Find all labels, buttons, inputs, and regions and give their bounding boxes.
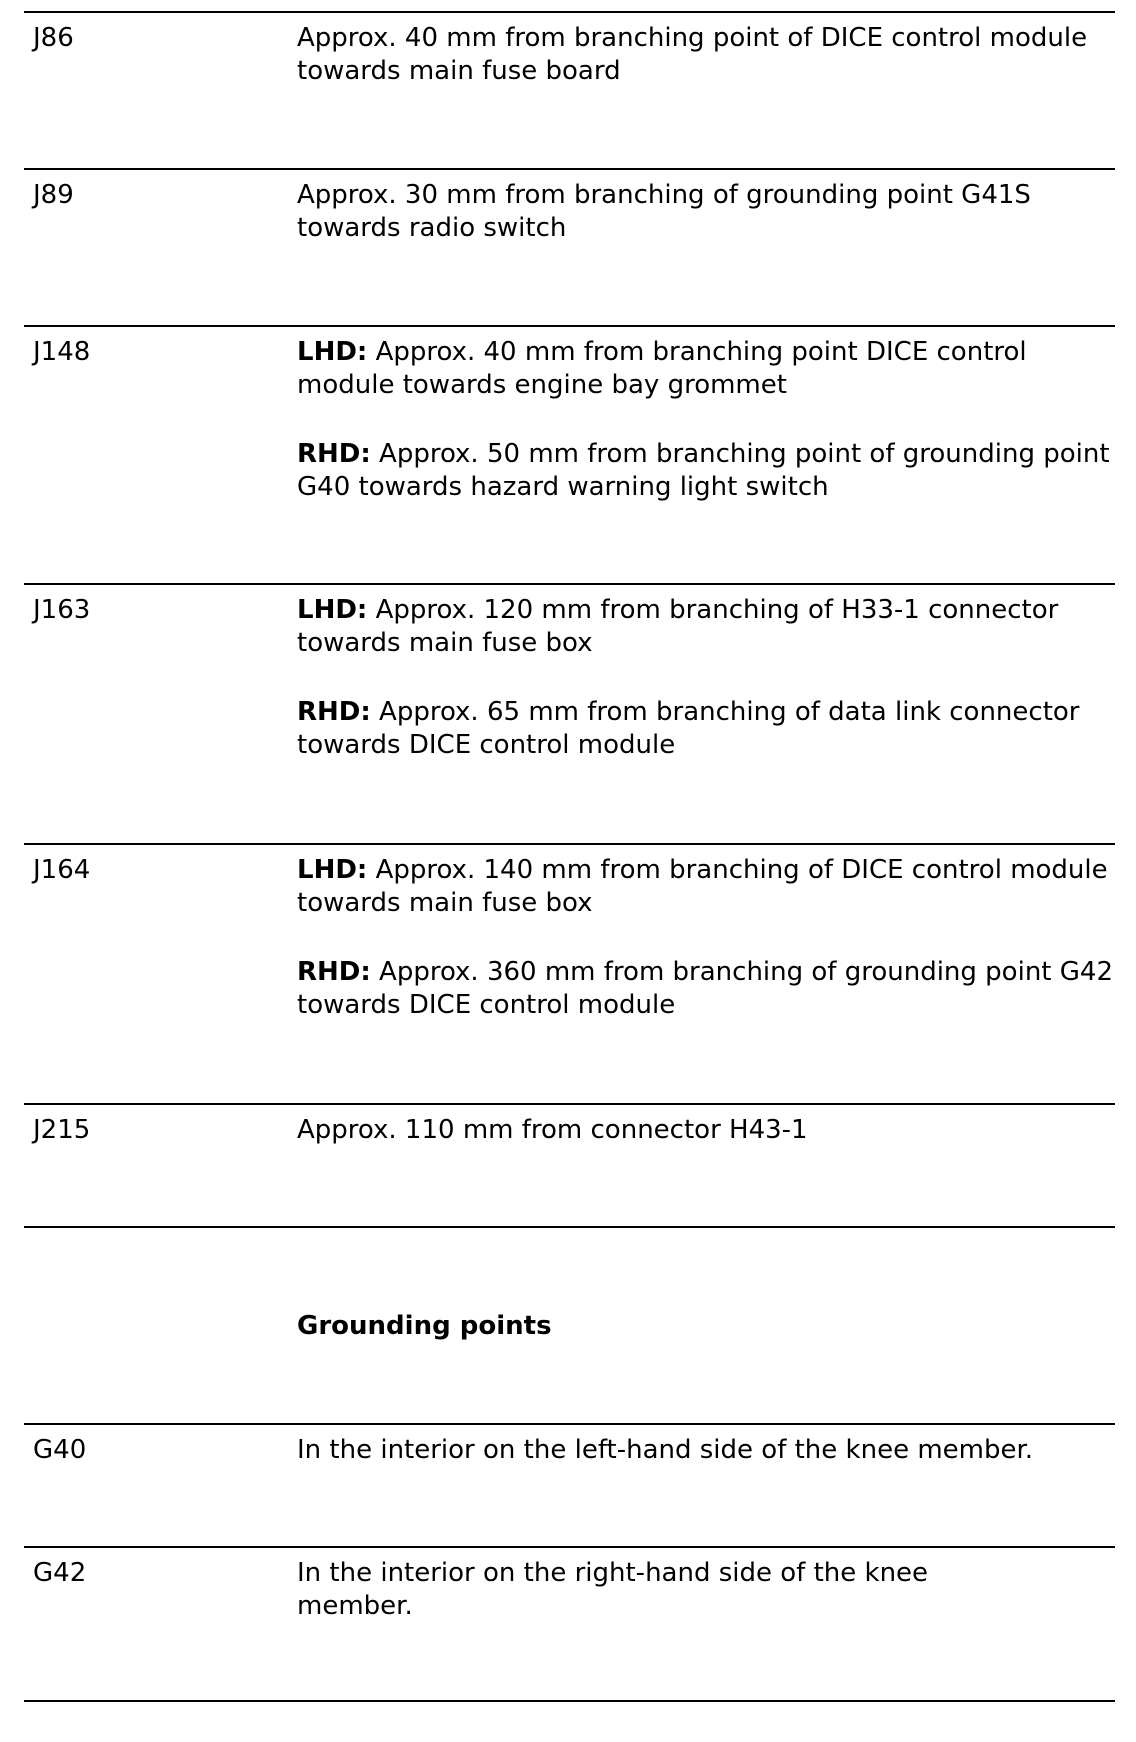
junction-code: J89 xyxy=(33,180,74,210)
junction-code: J163 xyxy=(33,595,91,625)
description-paragraph xyxy=(297,1434,1117,1467)
table-divider xyxy=(24,325,1115,327)
grounding-point-code: G42 xyxy=(33,1558,87,1588)
description-paragraph-lhd xyxy=(297,854,1117,920)
junction-description xyxy=(297,22,1117,88)
junction-code: J86 xyxy=(33,23,74,53)
lhd-label: LHD: xyxy=(297,595,368,625)
description-text: Approx. 40 mm from branching point DICE control module towards engine bay grommet xyxy=(297,337,1027,400)
junction-code: J148 xyxy=(33,337,91,367)
table-divider xyxy=(24,11,1115,13)
table-divider xyxy=(24,1423,1115,1425)
junction-description xyxy=(297,854,1117,1022)
rhd-label: RHD: xyxy=(297,439,371,469)
description-text: Approx. 30 mm from branching of grounding point G41S towards radio switch xyxy=(297,180,1031,243)
description-text: Approx. 50 mm from branching point of grounding point G40 towards hazard warning light switch xyxy=(297,439,1110,502)
table-divider xyxy=(24,1103,1115,1105)
description-paragraph-rhd xyxy=(297,438,1117,504)
table-divider xyxy=(24,1546,1115,1548)
description-paragraph xyxy=(297,179,1117,245)
description-paragraph xyxy=(297,1557,997,1623)
lhd-label: LHD: xyxy=(297,337,368,367)
section-heading: Grounding points xyxy=(297,1311,552,1341)
rhd-label: RHD: xyxy=(297,697,371,727)
description-paragraph xyxy=(297,1114,1117,1147)
rhd-label: RHD: xyxy=(297,957,371,987)
table-divider xyxy=(24,168,1115,170)
description-paragraph-rhd xyxy=(297,956,1117,1022)
description-paragraph-lhd xyxy=(297,594,1117,660)
description-text: In the interior on the left-hand side of the knee member. xyxy=(297,1435,1034,1465)
junction-description xyxy=(297,179,1117,245)
description-text: Approx. 40 mm from branching point of DICE control module towards main fuse board xyxy=(297,23,1088,86)
table-divider xyxy=(24,583,1115,585)
junction-description xyxy=(297,594,1117,762)
lhd-label: LHD: xyxy=(297,855,368,885)
grounding-point-description xyxy=(297,1434,1117,1467)
table-divider xyxy=(24,1226,1115,1228)
grounding-point-description xyxy=(297,1557,997,1623)
junction-code: J215 xyxy=(33,1115,91,1145)
description-paragraph-rhd xyxy=(297,696,1117,762)
description-paragraph xyxy=(297,22,1117,88)
description-text: Approx. 360 mm from branching of grounding point G42 towards DICE control module xyxy=(297,957,1113,1020)
description-text: In the interior on the right-hand side of the knee member. xyxy=(297,1558,929,1621)
table-divider xyxy=(24,843,1115,845)
junction-description xyxy=(297,1114,1117,1147)
junction-description xyxy=(297,336,1117,504)
description-text: Approx. 110 mm from connector H43-1 xyxy=(297,1115,808,1145)
junction-code: J164 xyxy=(33,855,91,885)
description-paragraph-lhd xyxy=(297,336,1117,402)
description-text: Approx. 65 mm from branching of data link connector towards DICE control module xyxy=(297,697,1080,760)
description-text: Approx. 120 mm from branching of H33-1 connector towards main fuse box xyxy=(297,595,1059,658)
grounding-point-code: G40 xyxy=(33,1435,87,1465)
description-text: Approx. 140 mm from branching of DICE control module towards main fuse box xyxy=(297,855,1108,918)
table-divider xyxy=(24,1700,1115,1702)
